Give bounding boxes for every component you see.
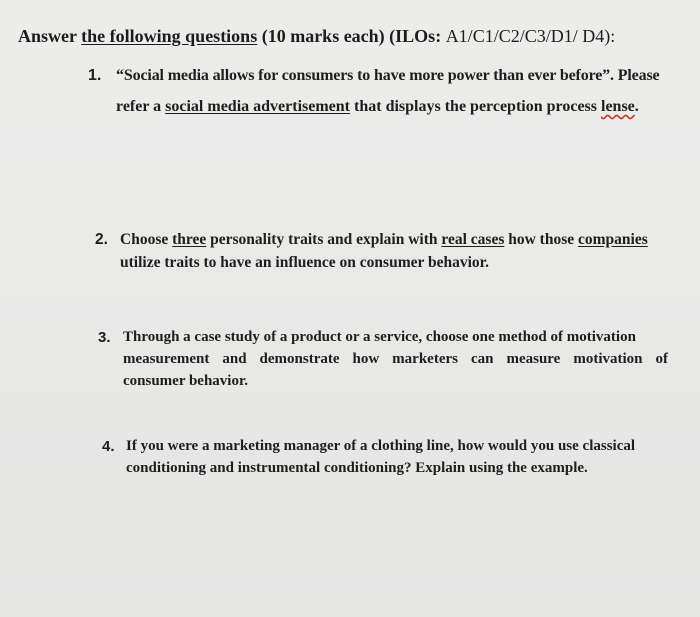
question-1-line-1: “Social media allows for consumers to have more power than ever before”. Please <box>116 67 660 84</box>
heading-ilos: A1/C1/C2/C3/D1/ D4): <box>445 26 616 46</box>
heading-prefix: Answer <box>18 26 82 46</box>
question-3-line-1: Through a case study of a product or a service, choose one method of motivation <box>123 329 636 345</box>
question-number: 3. <box>98 329 111 346</box>
question-2-line-1: Choose three personality traits and explain with real cases how those companies <box>120 231 648 248</box>
question-4-line-1: If you were a marketing manager of a clothing line, how would you use classical <box>126 438 636 454</box>
question-2-line-2: utilize traits to have an influence on consumer behavior. <box>120 254 489 271</box>
spellcheck-word: lense <box>601 98 635 115</box>
question-3-line-3: consumer behavior. <box>123 373 249 389</box>
question-3 <box>98 329 678 395</box>
question-3-line-2: measurement and demonstrate how marketers can measure motivation of <box>123 351 668 367</box>
question-number: 1. <box>88 67 102 84</box>
question-1-line-2: refer a social media advertisement that displays the perception process lense. <box>116 98 639 115</box>
question-number: 2. <box>95 231 108 248</box>
heading-marks: (10 marks each) (ILOs: <box>257 26 446 46</box>
question-4 <box>102 438 682 484</box>
question-4-line-2: conditioning and instrumental conditioning? Explain using the example. <box>126 460 588 476</box>
assignment-heading <box>18 26 615 47</box>
question-1 <box>88 67 688 127</box>
social-media-advertisement-text: social media advertisement <box>165 98 351 115</box>
question-number: 4. <box>102 438 115 455</box>
question-2 <box>95 231 685 281</box>
heading-underlined: the following questions <box>81 26 258 46</box>
